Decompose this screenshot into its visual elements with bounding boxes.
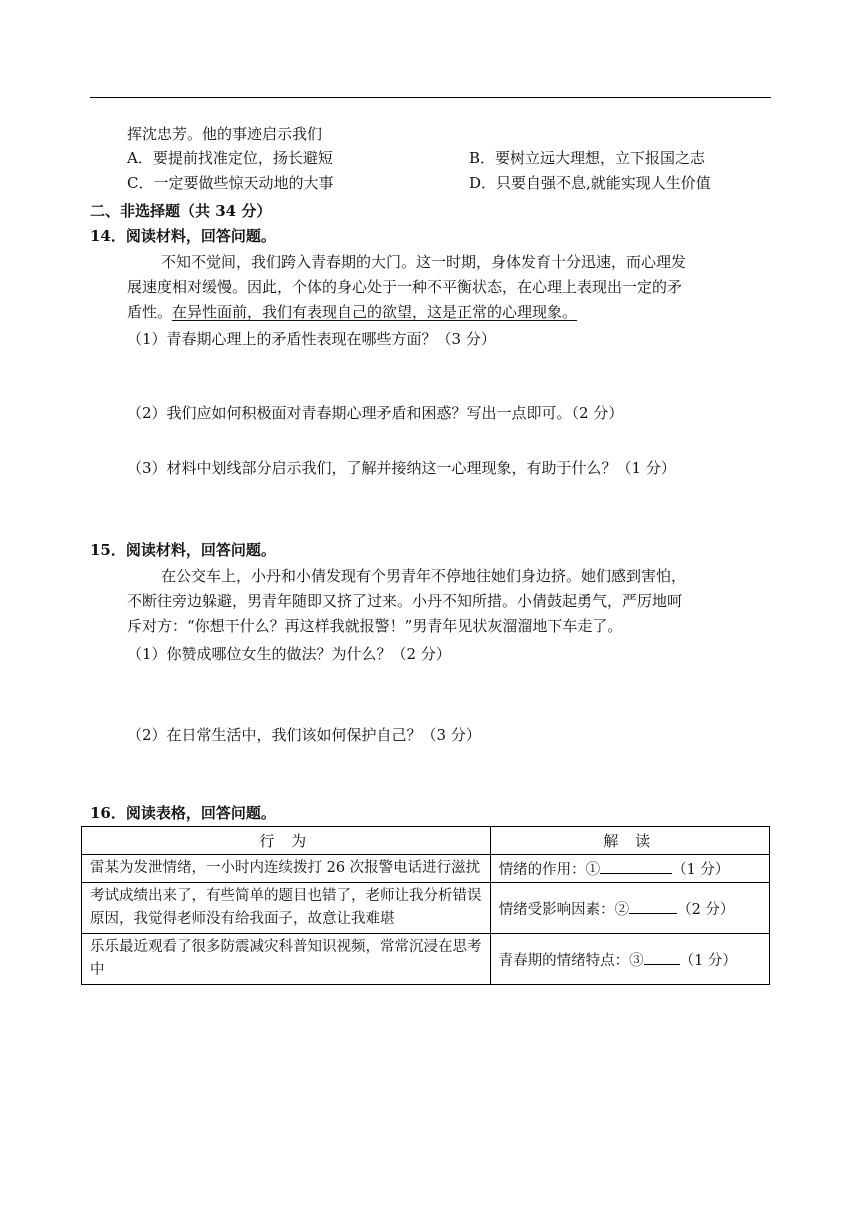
q14-material-line: 展速度相对缓慢。因此，个体的身心处于一种不平衡状态，在心理上表现出一定的矛 — [127, 278, 683, 296]
q13-option-d: D．只要自强不息,就能实现人生价值 — [469, 174, 711, 192]
header-rule — [90, 97, 771, 98]
q14-underlined-text: 在异性面前，我们有表现自己的欲望，这是正常的心理现象。 — [172, 303, 578, 321]
interpretation-prefix: 青春期的情绪特点：③ — [498, 952, 644, 969]
q13-option-b: B．要树立远大理想，立下报国之志 — [469, 149, 706, 167]
q14-title: 14．阅读材料，回答问题。 — [90, 227, 276, 245]
behavior-cell: 雷某为发泄情绪，一小时内连续拨打 26 次报警电话进行滋扰 — [82, 855, 491, 883]
q15-material-line: 斥对方：“你想干什么？再这样我就报警！”男青年见状灰溜溜地下车走了。 — [127, 617, 623, 635]
q16-table — [81, 826, 770, 985]
q14-sub-question-3: （3）材料中划线部分启示我们，了解并接纳这一心理现象，有助于什么？（1 分） — [127, 459, 676, 477]
q13-option-c: C．一定要做些惊天动地的大事 — [127, 174, 334, 192]
behavior-cell: 乐乐最近观看了很多防震减灾科普知识视频，常常沉浸在思考中 — [82, 934, 491, 985]
table-header-row — [82, 827, 770, 855]
table-header-interpretation: 解 读 — [490, 827, 769, 855]
answer-blank[interactable] — [629, 899, 677, 914]
interpretation-score: （2 分） — [677, 901, 735, 918]
q15-sub-question-1: （1）你赞成哪位女生的做法？为什么？（2 分） — [127, 645, 451, 663]
q15-material-line: 在公交车上，小丹和小倩发现有个男青年不停地往她们身边挤。她们感到害怕， — [161, 567, 687, 585]
interpretation-prefix: 情绪的作用：① — [498, 862, 601, 878]
interpretation-prefix: 情绪受影响因素：② — [498, 901, 630, 918]
table-row — [82, 934, 770, 985]
table-row — [82, 883, 770, 934]
section2-heading: 二、非选择题（共 34 分） — [90, 202, 272, 220]
table-header-behavior: 行 为 — [82, 827, 491, 855]
interpretation-score: （1 分） — [672, 862, 730, 878]
q13-stem: 挥沈忠芳。他的事迹启示我们 — [127, 125, 323, 143]
interpretation-cell — [490, 883, 769, 934]
interpretation-score: （1 分） — [679, 952, 737, 969]
q14-sub-question-1: （1）青春期心理上的矛盾性表现在哪些方面？（3 分） — [127, 330, 496, 348]
q13-option-a: A．要提前找准定位，扬长避短 — [127, 149, 333, 167]
q15-sub-question-2: （2）在日常生活中，我们该如何保护自己？（3 分） — [127, 726, 481, 744]
interpretation-cell — [490, 855, 769, 883]
q14-material-line: 不知不觉间，我们跨入青春期的大门。这一时期，身体发育十分迅速，而心理发 — [161, 253, 687, 271]
behavior-cell: 考试成绩出来了，有些简单的题目也错了，老师让我分析错误原因，我觉得老师没有给我面子，故意让我难堪 — [82, 883, 491, 934]
answer-blank[interactable] — [600, 859, 672, 874]
q15-material-line: 不断往旁边躲避，男青年随即又挤了过来。小丹不知所措。小倩鼓起勇气，严厉地呵 — [127, 592, 683, 610]
answer-blank[interactable] — [644, 950, 680, 965]
q14-sub-question-2: （2）我们应如何积极面对青春期心理矛盾和困惑？写出一点即可。（2 分） — [127, 404, 624, 422]
interpretation-cell — [490, 934, 769, 985]
q16-title: 16．阅读表格，回答问题。 — [90, 804, 276, 822]
q15-title: 15．阅读材料，回答问题。 — [90, 541, 276, 559]
q14-material-text: 盾性。 — [127, 303, 173, 321]
q14-material-line-3 — [127, 302, 577, 322]
table-row — [82, 855, 770, 883]
